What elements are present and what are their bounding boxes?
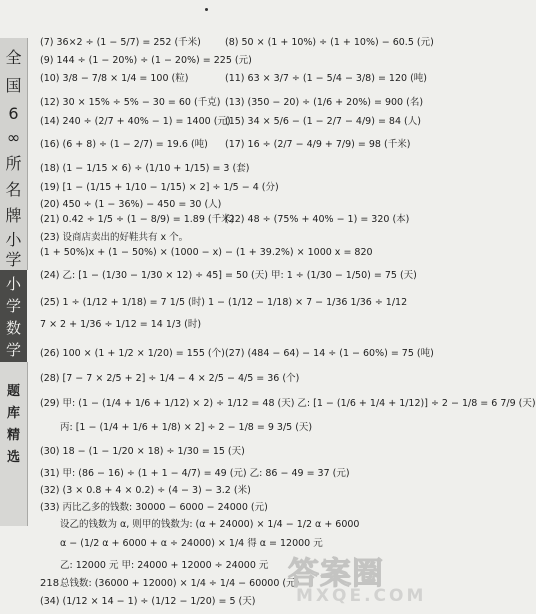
answer-line: (25) 1 ÷ (1/12 + 1/18) = 7 1/5 (时) 1 − (1/12 − 1/18) × 7 − 1/36 1/36 ÷ 1/12 bbox=[40, 297, 408, 308]
sidebar-char: 6 bbox=[8, 104, 19, 123]
answer-line: (24) 乙: [1 − (1/30 − 1/30 × 12) ÷ 45] = 50 (天) 甲: 1 ÷ (1/30 − 1/50) = 75 (天) bbox=[40, 270, 417, 281]
answer-line: (7) 36×2 ÷ (1 − 5/7) = 252 (千米) bbox=[40, 37, 201, 48]
sidebar-char: 库 bbox=[6, 406, 20, 421]
answer-line: 7 × 2 + 1/36 ÷ 1/12 = 14 1/3 (时) bbox=[40, 319, 202, 330]
answer-line: (27) (484 − 64) − 14 ÷ (1 − 60%) = 75 (吨) bbox=[225, 348, 434, 359]
answer-line: (26) 100 × (1 + 1/2 × 1/20) = 155 (个) bbox=[40, 348, 225, 359]
sidebar-bottom-section bbox=[0, 362, 28, 526]
sidebar-char: 题 bbox=[6, 384, 20, 399]
answer-line: 乙: 12000 元 甲: 24000 + 12000 ÷ 24000 元 bbox=[60, 560, 269, 571]
watermark-url: MXQE.COM bbox=[296, 586, 427, 606]
sidebar-char: 全 bbox=[5, 48, 22, 67]
page-dot bbox=[205, 8, 208, 11]
answer-line: (14) 240 ÷ (2/7 + 40% − 1) = 1400 (元) bbox=[40, 116, 231, 127]
answer-line: (32) (3 × 0.8 + 4 × 0.2) ÷ (4 − 3) − 3.2 (米) bbox=[40, 485, 251, 496]
answer-line: α − (1/2 α + 6000 + α ÷ 24000) × 1/4 得 α = 12000 元 bbox=[60, 538, 323, 549]
answer-line: (33) 丙比乙多的钱数: 30000 − 6000 − 24000 (元) bbox=[40, 502, 268, 513]
answer-line: (19) [1 − (1/15 + 1/10 − 1/15) × 2] ÷ 1/5 − 4 (分) bbox=[40, 182, 279, 193]
sidebar-char: 小 bbox=[5, 230, 22, 249]
answer-line: (23) 设商店卖出的好鞋共有 x 个。 bbox=[40, 232, 189, 243]
answer-line: (1 + 50%)x + (1 − 50%) × (1000 − x) − (1 + 39.2%) × 1000 x = 820 bbox=[40, 247, 373, 258]
sidebar-char: 学 bbox=[5, 341, 21, 359]
sidebar-char: 国 bbox=[5, 76, 22, 95]
answer-line: (9) 144 ÷ (1 − 20%) ÷ (1 − 20%) = 225 (元) bbox=[40, 55, 252, 66]
sidebar-char: 所 bbox=[5, 154, 22, 173]
sidebar-highlight-section bbox=[0, 270, 27, 362]
answer-line: (21) 0.42 ÷ 1/5 ÷ (1 − 8/9) = 1.89 (千米) bbox=[40, 214, 235, 225]
answer-line: (28) [7 − 7 × 2/5 + 2] ÷ 1/4 − 4 × 2/5 − 4/5 = 36 (个) bbox=[40, 373, 300, 384]
sidebar-char: 学 bbox=[5, 250, 22, 269]
sidebar-char: 学 bbox=[5, 297, 21, 315]
answer-line: (10) 3/8 − 7/8 × 1/4 = 100 (粒) bbox=[40, 73, 189, 84]
watermark-text: 答案圈 bbox=[288, 556, 384, 592]
answer-line: 设乙的钱数为 α, 则甲的钱数为: (α + 24000) × 1/4 − 1/2 α + 6000 bbox=[60, 519, 360, 530]
sidebar-char: 数 bbox=[5, 319, 21, 337]
sidebar-tab bbox=[0, 38, 27, 526]
answer-line: (29) 甲: (1 − (1/4 + 1/6 + 1/12) × 2) ÷ 1/12 = 48 (天) 乙: [1 − (1/6 + 1/4 + 1/12)] ÷ 2 − 1/8 = 6 7/9 (天) bbox=[40, 398, 536, 409]
answer-line: (34) (1/12 × 14 − 1) ÷ (1/12 − 1/20) = 5 (天) bbox=[40, 596, 256, 607]
answer-line: (17) 16 ÷ (2/7 − 4/9 + 7/9) = 98 (千米) bbox=[225, 139, 411, 150]
answer-line: (30) 18 − (1 − 1/20 × 18) ÷ 1/30 = 15 (天) bbox=[40, 446, 245, 457]
answer-line: (22) 48 ÷ (75% + 40% − 1) = 320 (本) bbox=[225, 214, 410, 225]
answer-line: (15) 34 × 5/6 − (1 − 2/7 − 4/9) = 84 (人) bbox=[225, 116, 421, 127]
answer-line: (8) 50 × (1 + 10%) ÷ (1 + 10%) − 60.5 (元) bbox=[225, 37, 434, 48]
answer-line: (18) (1 − 1/15 × 6) ÷ (1/10 + 1/15) = 3 (套) bbox=[40, 163, 250, 174]
sidebar-char: 牌 bbox=[5, 206, 22, 225]
sidebar-char: 名 bbox=[5, 180, 22, 199]
answer-line: (11) 63 × 3/7 ÷ (1 − 5/4 − 3/8) = 120 (吨) bbox=[225, 73, 427, 84]
answer-line: (12) 30 × 15% ÷ 5% − 30 = 60 (千克) bbox=[40, 97, 221, 108]
watermark-logo bbox=[288, 548, 427, 608]
sidebar-char: 小 bbox=[5, 275, 21, 293]
sidebar-char: ∞ bbox=[6, 128, 21, 147]
sidebar-char: 选 bbox=[6, 450, 20, 465]
answer-line: 总钱数: (36000 + 12000) × 1/4 ÷ 1/4 − 60000 (元) bbox=[60, 578, 300, 589]
answer-line: (20) 450 ÷ (1 − 36%) − 450 = 30 (人) bbox=[40, 199, 222, 210]
answer-line: (31) 甲: (86 − 16) ÷ (1 + 1 − 4/7) = 49 (元) 乙: 86 − 49 = 37 (元) bbox=[40, 468, 350, 479]
answer-line: (13) (350 − 20) ÷ (1/6 + 20%) = 900 (名) bbox=[225, 97, 424, 108]
answer-line: (16) (6 + 8) ÷ (1 − 2/7) = 19.6 (吨) bbox=[40, 139, 208, 150]
page-number: 218 bbox=[40, 578, 60, 589]
answer-line: 丙: [1 − (1/4 + 1/6 + 1/8) × 2] ÷ 2 − 1/8 = 9 3/5 (天) bbox=[60, 422, 313, 433]
sidebar-char: 精 bbox=[6, 428, 20, 443]
sidebar-top-section bbox=[0, 38, 28, 270]
